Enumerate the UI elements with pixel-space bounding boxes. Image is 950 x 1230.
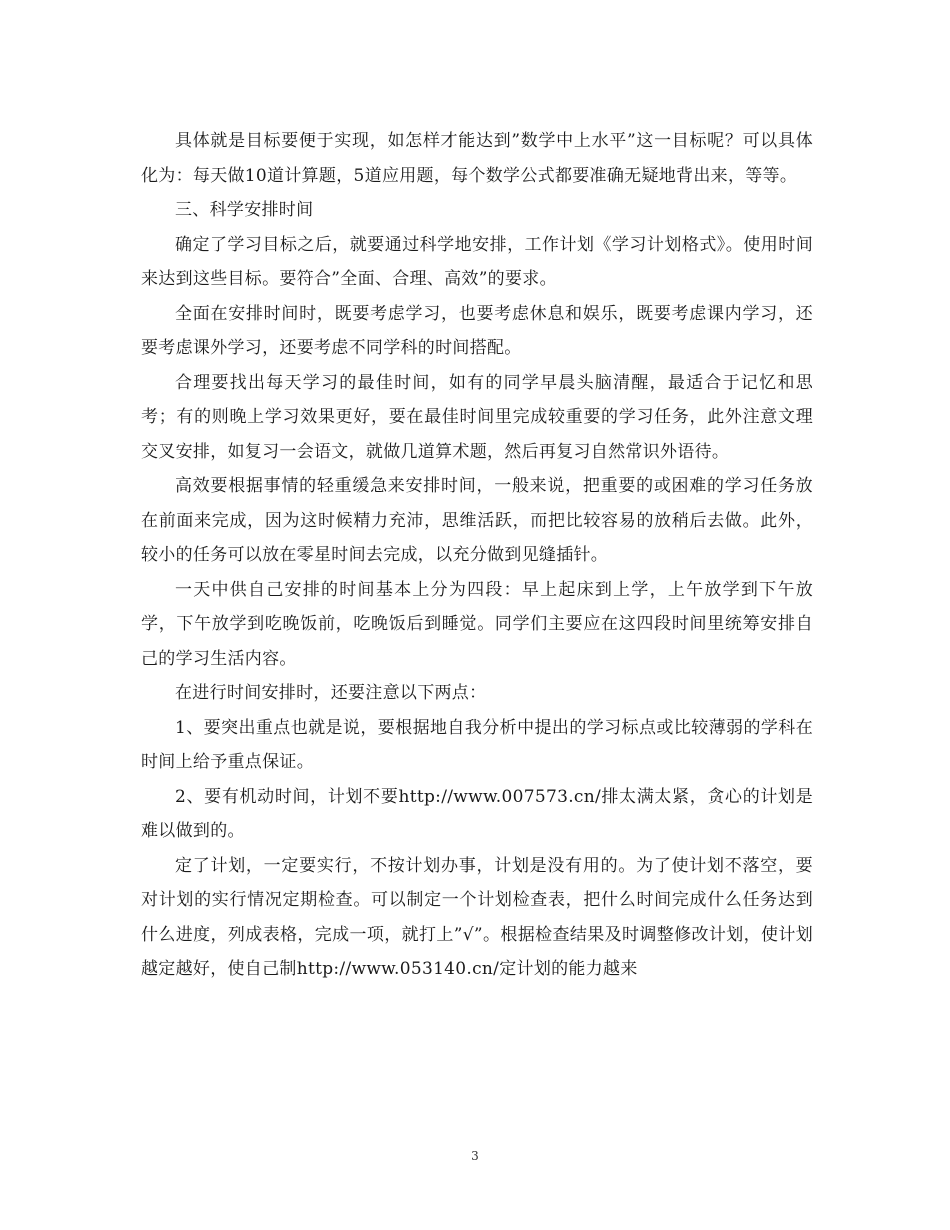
paragraph-point-one: 1、要突出重点也就是说，要根据地自我分析中提出的学习标点或比较薄弱的学科在时间上给予重点保证。 <box>141 717 813 772</box>
paragraph-efficient: 高效要根据事情的轻重缓急来安排时间，一般来说，把重要的或困难的学习任务放在前面来完成，因为这时候精力充沛，思维活跃，而把比较容易的放稍后去做。此外，较小的任务可以放在零星时间去完成，以充分做到见缝插针。 <box>141 476 813 565</box>
paragraph-reasonable: 合理要找出每天学习的最佳时间，如有的同学早晨头脑清醒，最适合于记忆和思考；有的则晚上学习效果更好，要在最佳时间里完成较重要的学习任务，此外注意文理交叉安排，如复习一会语文，就做几道算术题，然后再复习自然常识外语待。 <box>141 372 813 462</box>
paragraph-point-two: 2、要有机动时间，计划不要http://www.007573.cn/排太满太紧，贪心的计划是难以做到的。 <box>141 786 813 841</box>
section-heading-schedule-time: 三、科学安排时间 <box>175 200 314 220</box>
paragraph-check-plan: 定了计划，一定要实行，不按计划办事，计划是没有用的。为了使计划不落空，要对计划的实行情况定期检查。可以制定一个计划检查表，把什么时间完成什么任务达到什么进度，列成表格，完成一项，就打上”√”。根据检查结果及时调整修改计划，使计划越定越好，使自己制http://www.053140.cn/定计划的能力越来 <box>141 855 813 979</box>
paragraph-time-arrangement: 确定了学习目标之后，就要通过科学地安排，工作计划《学习计划格式》。使用时间来达到这些目标。要符合”全面、合理、高效”的要求。 <box>141 234 813 289</box>
page-number: 3 <box>471 1149 479 1163</box>
paragraph-goal-specific: 具体就是目标要便于实现，如怎样才能达到”数学中上水平”这一目标呢？可以具体化为：每天做10道计算题，5道应用题，每个数学公式都要准确无疑地背出来，等等。 <box>141 131 813 186</box>
paragraph-comprehensive: 全面在安排时间时，既要考虑学习，也要考虑休息和娱乐，既要考虑课内学习，还要考虑课外学习，还要考虑不同学科的时间搭配。 <box>141 303 813 358</box>
paragraph-four-periods: 一天中供自己安排的时间基本上分为四段：早上起床到上学，上午放学到下午放学，下午放学到吃晚饭前，吃晚饭后到睡觉。同学们主要应在这四段时间里统筹安排自己的学习生活内容。 <box>141 579 813 669</box>
document-body <box>141 124 813 987</box>
paragraph-two-points-intro: 在进行时间安排时，还要注意以下两点： <box>175 683 487 703</box>
